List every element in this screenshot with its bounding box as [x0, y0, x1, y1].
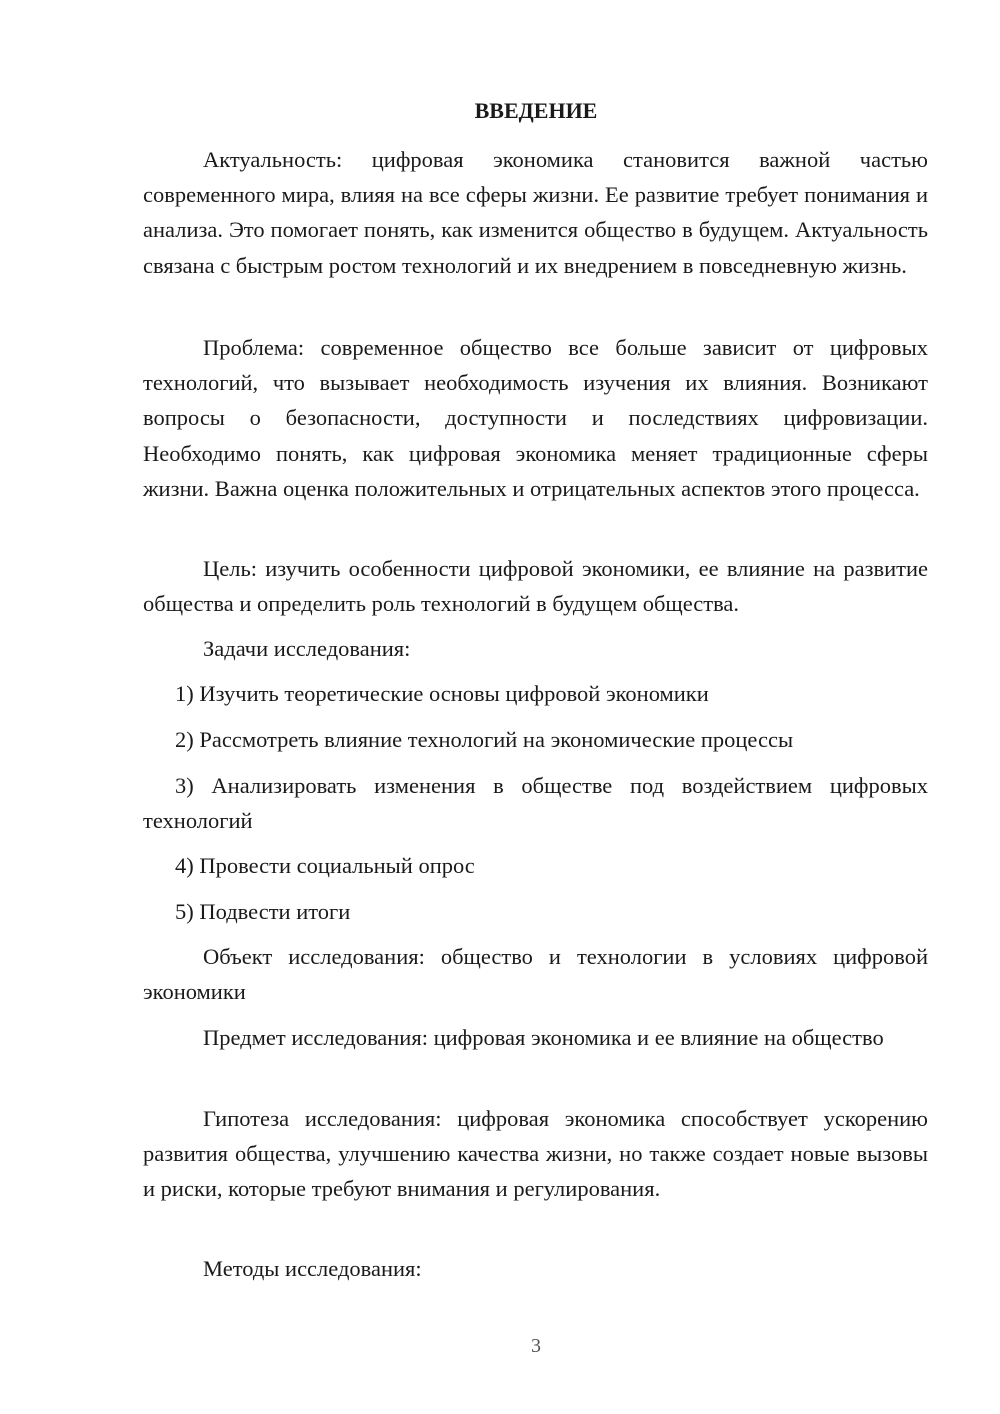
section-heading: ВВЕДЕНИЕ — [474, 98, 598, 123]
task-item-2: 2) Рассмотреть влияние технологий на экономические процессы — [175, 727, 794, 752]
task-item-1: 1) Изучить теоретические основы цифровой экономики — [175, 681, 709, 706]
tasks-title: Задачи исследования: — [203, 636, 411, 661]
task-item-4: 4) Провести социальный опрос — [175, 853, 475, 878]
goal-paragraph: Цель: изучить особенности цифровой экономики, ее влияние на развитие общества и определить роль технологий в будущем общества. — [143, 556, 928, 617]
methods-title: Методы исследования: — [203, 1256, 422, 1281]
page-number: 3 — [531, 1335, 541, 1357]
task-item-3: 3) Анализировать изменения в обществе под воздействием цифровых технологий — [143, 773, 928, 834]
subject-paragraph: Предмет исследования: цифровая экономика и ее влияние на общество — [203, 1025, 884, 1050]
hypothesis-paragraph: Гипотеза исследования: цифровая экономика способствует ускорению развития общества, улучшению качества жизни, но также создает новые вызовы и риски, которые требуют внимания и регулирования. — [143, 1106, 928, 1202]
object-paragraph: Объект исследования: общество и технологии в условиях цифровой экономики — [143, 944, 928, 1005]
problem-paragraph: Проблема: современное общество все больше зависит от цифровых технологий, что вызывает необходимость изучения их влияния. Возникают вопросы о безопасности, доступности и последствиях цифровизации. Необходимо понять, как цифровая экономика меняет традиционные сферы жизни. Важна оценка положительных и отрицательных аспектов этого процесса. — [143, 335, 928, 501]
relevance-paragraph: Актуальность: цифровая экономика становится важной частью современного мира, влияя на все сферы жизни. Ее развитие требует понимания и анализа. Это помогает понять, как изменится общество в будущем. Актуальность связана с быстрым ростом технологий и их внедрением в повседневную жизнь. — [143, 147, 928, 278]
task-item-5: 5) Подвести итоги — [175, 899, 351, 924]
